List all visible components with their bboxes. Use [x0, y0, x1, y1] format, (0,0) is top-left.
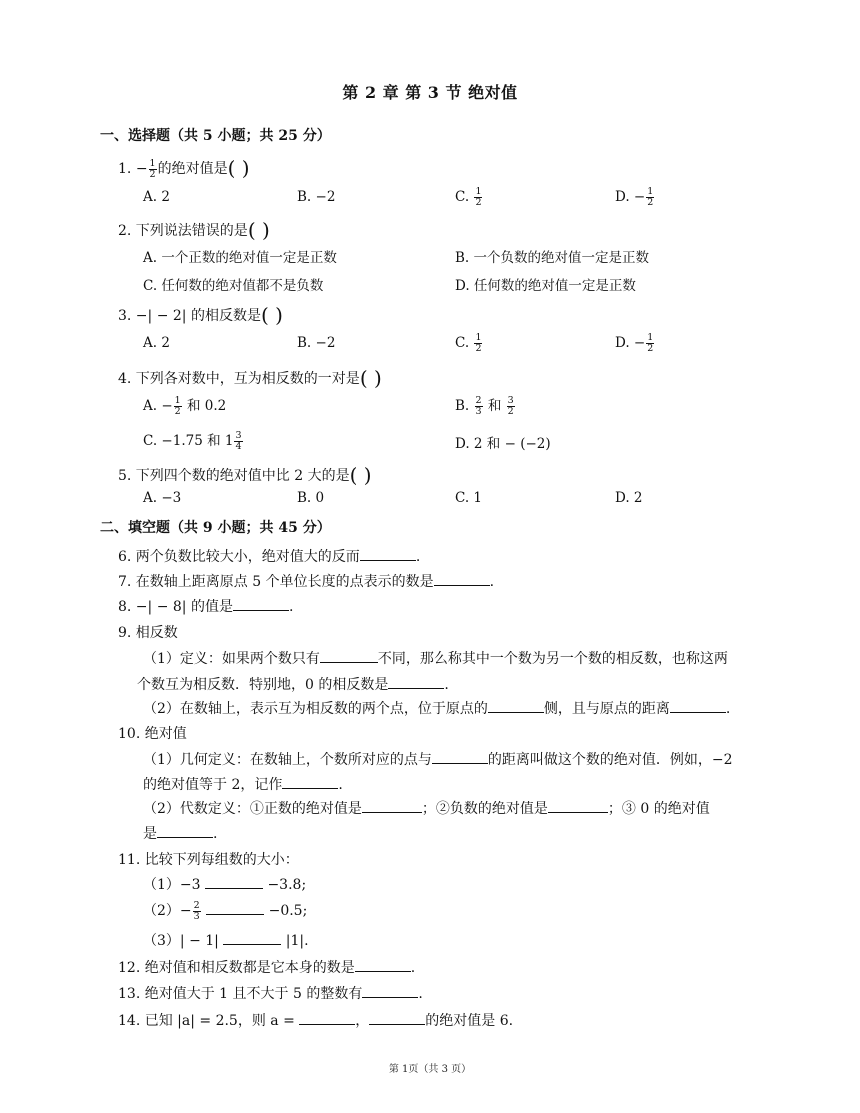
q1-number: 1.	[118, 161, 136, 177]
q1-sign: −	[135, 161, 148, 177]
q3-option-d: D. − $\frac{1}{2}$	[615, 332, 654, 354]
question-8: 8. −| − 8| 的值是 .	[118, 599, 294, 615]
answer-blank[interactable]	[223, 932, 281, 945]
q9-line-1: （1）定义：如果两个数只有 不同，那么称其中一个数为另一个数的相反数，也称这两	[143, 651, 728, 667]
q11-item-3: （3）| − 1| |1|.	[143, 933, 309, 949]
question-6: 6. 两个负数比较大小，绝对值大的反而 .	[118, 549, 421, 565]
question-10: 10. 绝对值	[118, 726, 187, 742]
q5-option-d: D. 2	[615, 490, 643, 506]
answer-blank[interactable]	[355, 959, 411, 972]
page-footer: 第 1页（共 3 页）	[388, 1064, 472, 1075]
q9-line-3: （2）在数轴上，表示互为相反数的两个点，位于原点的 侧，且与原点的距离 .	[143, 701, 731, 717]
q5-option-b: B. 0	[297, 490, 325, 506]
q1-answer-paren: ( )	[227, 156, 250, 180]
q2-option-b: B. 一个负数的绝对值一定是正数	[455, 250, 650, 266]
answer-blank[interactable]	[360, 548, 416, 561]
q10-line-1: （1）几何定义：在数轴上，个数所对应的点与 的距离叫做这个数的绝对值．例如，−2	[143, 752, 733, 768]
q2-option-a: A. 一个正数的绝对值一定是正数	[143, 250, 337, 266]
page-title: 第 2 章 第 3 节 绝对值	[342, 83, 518, 102]
answer-blank[interactable]	[362, 800, 422, 813]
question-7: 7. 在数轴上距离原点 5 个单位长度的点表示的数是 .	[118, 574, 495, 590]
q5-answer-paren: ( )	[349, 463, 372, 487]
q4-option-d: D. 2 和 − (−2)	[455, 436, 551, 452]
answer-blank[interactable]	[206, 902, 264, 915]
q1-option-c: C. $\frac{1}{2}$	[455, 186, 482, 208]
answer-blank[interactable]	[548, 800, 608, 813]
q2-answer-paren: ( )	[247, 218, 270, 242]
question-13: 13. 绝对值大于 1 且不大于 5 的整数有 .	[118, 986, 423, 1002]
question-14: 14. 已知 |a| = 2.5，则 a = ， 的绝对值是 6.	[118, 1013, 514, 1029]
question-2: 2. 下列说法错误的是( )	[118, 218, 270, 242]
question-12: 12. 绝对值和相反数都是它本身的数是 .	[118, 960, 416, 976]
q4-option-a: A. − $\frac{1}{2}$ 和 0.2	[143, 395, 227, 417]
q11-item-1: （1）−3 −3.8;	[143, 877, 307, 893]
q10-line-2: 的绝对值等于 2，记作 .	[143, 777, 343, 793]
q9-line-2: 个数互为相反数．特别地，0 的相反数是 .	[137, 677, 449, 693]
q1-option-d: D. − $\frac{1}{2}$	[615, 186, 654, 208]
q5-option-c: C. 1	[455, 490, 483, 506]
answer-blank[interactable]	[434, 573, 490, 586]
q4-answer-paren: ( )	[359, 366, 382, 390]
answer-blank[interactable]	[233, 598, 289, 611]
q1-fraction: $\frac{1}{2}$	[149, 157, 156, 180]
q2-option-d: D. 任何数的绝对值一定是正数	[455, 278, 636, 294]
section-heading-choice: 一、选择题（共 5 小题；共 25 分）	[100, 128, 331, 144]
q11-item-2: （2）− $\frac{2}{3}$ −0.5;	[143, 899, 308, 922]
answer-blank[interactable]	[299, 1012, 355, 1025]
q1-option-b: B. −2	[297, 189, 336, 205]
answer-blank[interactable]	[432, 751, 488, 764]
q1-option-a: A. 2	[143, 189, 170, 205]
question-4: 4. 下列各对数中，互为相反数的一对是( )	[118, 366, 382, 390]
q10-line-3: （2）代数定义：①正数的绝对值是 ；②负数的绝对值是 ；③ 0 的绝对值	[143, 801, 710, 817]
answer-blank[interactable]	[157, 825, 213, 838]
question-5: 5. 下列四个数的绝对值中比 2 大的是( )	[118, 463, 372, 487]
q2-option-c: C. 任何数的绝对值都不是负数	[143, 278, 324, 294]
q3-option-b: B. −2	[297, 335, 336, 351]
q10-line-4: 是 .	[143, 826, 218, 842]
question-1	[118, 156, 250, 180]
answer-blank[interactable]	[362, 985, 418, 998]
answer-blank[interactable]	[388, 676, 444, 689]
q3-option-a: A. 2	[143, 335, 170, 351]
question-9: 9. 相反数	[118, 625, 178, 641]
q3-option-c: C. $\frac{1}{2}$	[455, 332, 482, 354]
section-heading-fill-in: 二、填空题（共 9 小题；共 45 分）	[100, 520, 331, 536]
answer-blank[interactable]	[369, 1012, 425, 1025]
q5-option-a: A. −3	[143, 490, 182, 506]
q4-option-b: B. $\frac{2}{3}$ 和 $\frac{3}{2}$	[455, 395, 514, 417]
answer-blank[interactable]	[282, 776, 338, 789]
q4-option-c: C. −1.75 和 1 $\frac{3}{4}$	[143, 430, 242, 452]
question-3: 3. −| − 2| 的相反数是( )	[118, 303, 283, 327]
answer-blank[interactable]	[488, 700, 544, 713]
q1-stem: 的绝对值是	[157, 161, 228, 177]
q3-answer-paren: ( )	[260, 303, 283, 327]
answer-blank[interactable]	[320, 650, 378, 663]
question-11: 11. 比较下列每组数的大小：	[118, 852, 299, 868]
answer-blank[interactable]	[670, 700, 726, 713]
answer-blank[interactable]	[205, 876, 263, 889]
